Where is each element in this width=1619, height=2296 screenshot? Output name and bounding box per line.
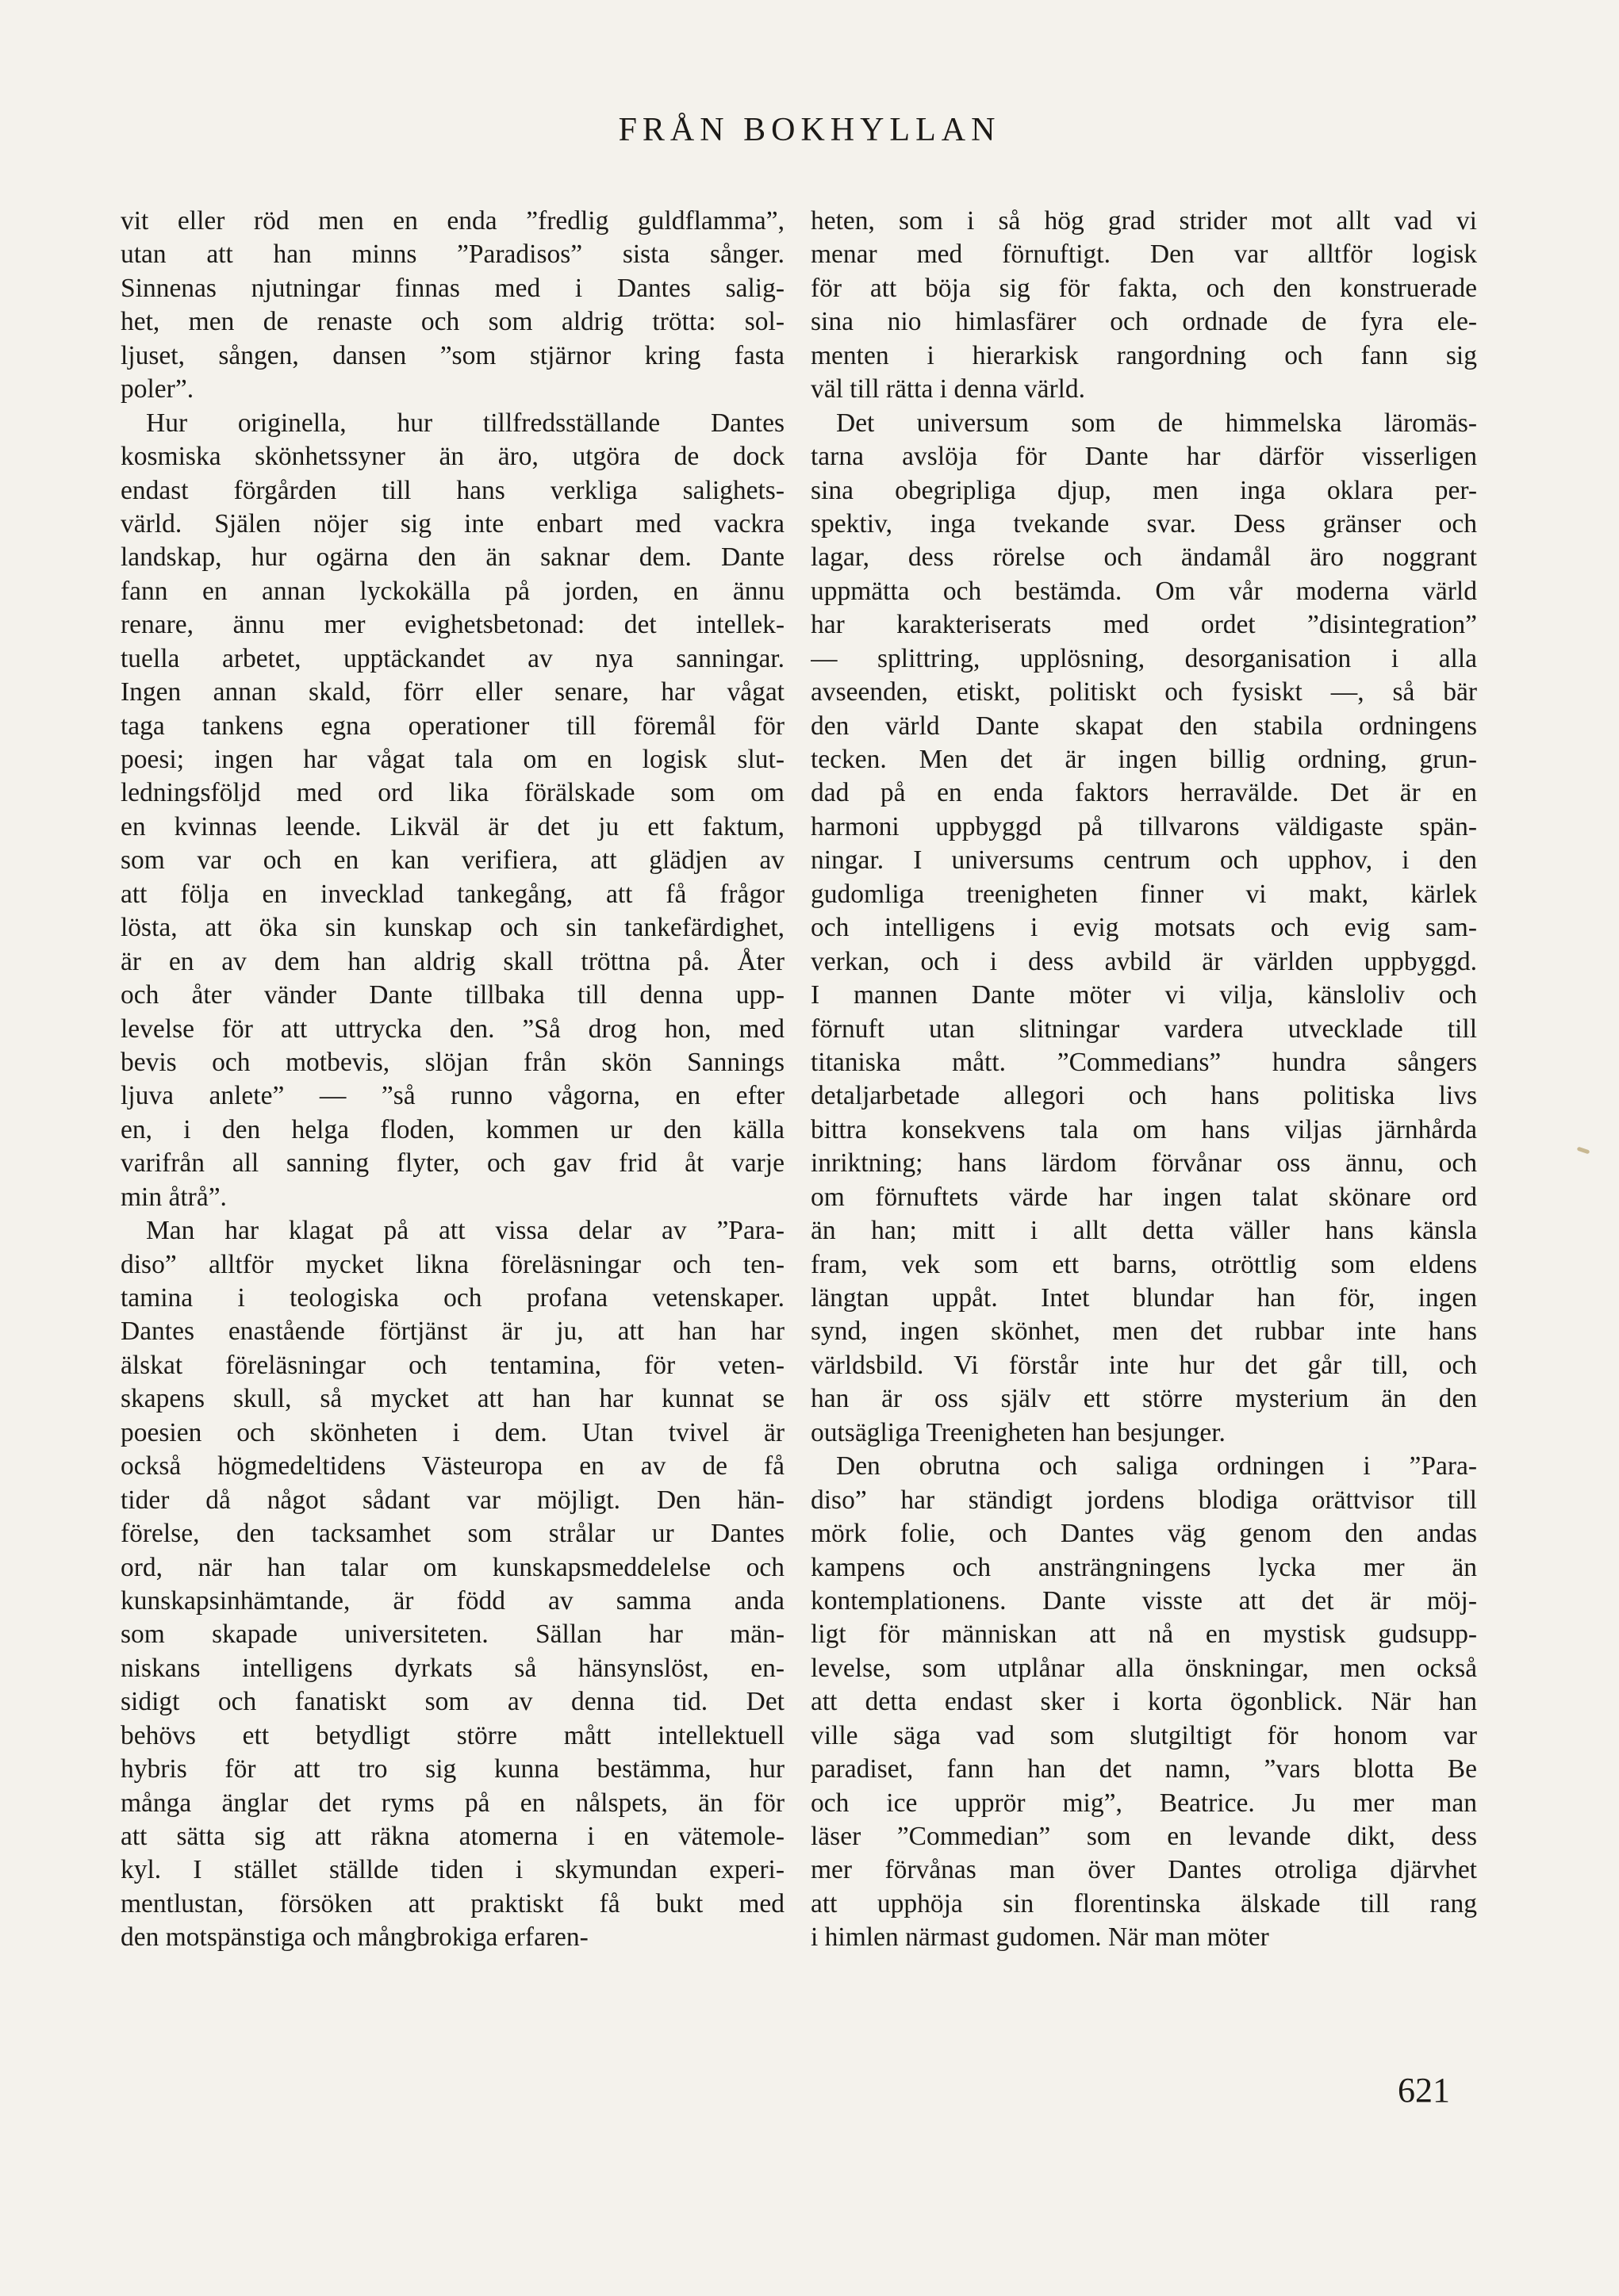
text-line: taga tankens egna operationer till föremål för [121, 711, 785, 741]
text-line: ord, när han talar om kunskapsmeddelelse och [121, 1552, 785, 1582]
text-line: dad på en enda faktors herravälde. Det är en [811, 778, 1477, 808]
text-line: levelse för att uttrycka den. ”Så drog hon, med [121, 1014, 785, 1044]
text-line: Den obrutna och saliga ordningen i ”Para- [836, 1451, 1477, 1481]
text-line: tarna avslöja för Dante har därför visserligen [811, 442, 1477, 472]
text-line: tider då något sådant var möjligt. Den hän- [121, 1485, 785, 1515]
text-line: fann en annan lyckokälla på jorden, en ännu [121, 576, 785, 606]
text-line: den värld Dante skapat den stabila ordningens [811, 711, 1477, 741]
text-line: att följa en invecklad tankegång, att få frågor [121, 879, 785, 909]
text-line: ledningsföljd med ord lika förälskade som om [121, 778, 785, 808]
text-line: är en av dem han aldrig skall tröttna på. Åter [121, 946, 785, 976]
text-line: titaniska mått. ”Commedians” hundra sångers [811, 1047, 1477, 1077]
text-line: — splittring, upplösning, desorganisation i alla [811, 643, 1477, 673]
text-line: vit eller röd men en enda ”fredlig guldflamma”, [121, 206, 785, 236]
text-line: Sinnenas njutningar finnas med i Dantes salig- [121, 273, 785, 303]
text-line: hybris för att tro sig kunna bestämma, hur [121, 1754, 785, 1784]
text-line: niskans intelligens dyrkats så hänsynslöst, en- [121, 1653, 785, 1683]
text-line: ville säga vad som slutgiltigt för honom var [811, 1720, 1477, 1750]
text-line: kunskapsinhämtande, är född av samma anda [121, 1585, 785, 1616]
text-line: mörk folie, och Dantes väg genom den andas [811, 1519, 1477, 1549]
text-line: kyl. I stället ställde tiden i skymundan experi- [121, 1855, 785, 1885]
text-line: poler”. [121, 374, 194, 404]
text-line: paradiset, fann han det namn, ”vars blotta Be [811, 1754, 1477, 1784]
text-line: Det universum som de himmelska läromäs- [836, 408, 1477, 438]
text-line: inriktning; hans lärdom förvånar oss ännu, och [811, 1148, 1477, 1179]
text-line: att sätta sig att räkna atomerna i en vätemole- [121, 1822, 785, 1851]
text-line: het, men de renaste och som aldrig trötta: sol- [121, 307, 785, 337]
text-line: varifrån all sanning flyter, och gav frid åt varje [121, 1148, 785, 1179]
text-line: än han; mitt i allt detta väller hans känsla [811, 1216, 1477, 1246]
text-line: menar med förnuftigt. Den var alltför logisk [811, 240, 1477, 270]
text-line: I mannen Dante möter vi vilja, känsloliv och [811, 980, 1477, 1010]
text-line: han är oss själv ett större mysterium än den [811, 1384, 1477, 1414]
text-line: förelse, den tacksamhet som strålar ur Dantes [121, 1519, 785, 1549]
text-line: sidigt och fanatiskt som av denna tid. Det [121, 1687, 785, 1717]
text-line: bevis och motbevis, slöjan från skön Sannings [121, 1047, 785, 1077]
text-line: lösta, att öka sin kunskap och sin tankefärdighet, [121, 913, 785, 943]
text-line: min åtrå”. [121, 1182, 227, 1212]
text-line: Hur originella, hur tillfredsställande Dantes [146, 408, 785, 438]
text-line: om förnuftets värde har ingen talat skönare ord [811, 1182, 1477, 1212]
text-line: landskap, hur ogärna den än saknar dem. Dante [121, 542, 785, 573]
text-line: harmoni uppbyggd på tillvarons väldigaste spän- [811, 811, 1477, 841]
text-line: och ice upprör mig”, Beatrice. Ju mer man [811, 1788, 1477, 1818]
text-line: och intelligens i evig motsats och evig sam- [811, 913, 1477, 943]
text-line: Ingen annan skald, förr eller senare, har vågat [121, 677, 785, 707]
text-line: behövs ett betydligt större mått intellektuell [121, 1720, 785, 1750]
text-line: outsägliga Treenigheten han besjunger. [811, 1417, 1226, 1447]
text-line: sina nio himlasfärer och ordnade de fyra ele- [811, 307, 1477, 337]
text-line: längtan uppåt. Intet blundar han för, ingen [811, 1283, 1477, 1313]
text-line: för att böja sig för fakta, och den konstruerade [811, 273, 1477, 303]
text-line: avseenden, etiskt, politiskt och fysiskt —, så bär [811, 677, 1477, 707]
text-line: en, i den helga floden, kommen ur den källa [121, 1114, 785, 1144]
text-line: Dantes enastående förtjänst är ju, att han har [121, 1317, 785, 1347]
text-line: den motspänstiga och mångbrokiga erfaren- [121, 1922, 589, 1953]
text-line: diso” alltför mycket likna föreläsningar och ten- [121, 1249, 785, 1279]
text-column-right [811, 205, 1477, 1955]
text-line: fram, vek som ett barns, otröttlig som eldens [811, 1249, 1477, 1279]
text-line: verkan, och i dess avbild är världen uppbyggd. [811, 946, 1477, 976]
text-line: sina obegripliga djup, men inga oklara per- [811, 475, 1477, 505]
text-line: också högmedeltidens Västeuropa en av de få [121, 1451, 785, 1481]
text-line: kampens och ansträngningens lycka mer än [811, 1552, 1477, 1582]
running-head: FRÅN BOKHYLLAN [618, 112, 1001, 148]
text-line: diso” har ständigt jordens blodiga orättvisor till [811, 1485, 1477, 1515]
text-line: mentlustan, försöken att praktiskt få bukt med [121, 1888, 785, 1918]
text-line: älskat föreläsningar och tentamina, för veten- [121, 1350, 785, 1380]
text-line: bittra konsekvens tala om hans viljas järnhårda [811, 1114, 1477, 1144]
text-line: värld. Själen nöjer sig inte enbart med vackra [121, 508, 785, 539]
text-column-left [121, 205, 785, 1955]
text-line: i himlen närmast gudomen. När man möter [811, 1922, 1269, 1953]
text-line: och åter vänder Dante tillbaka till denna upp- [121, 980, 785, 1010]
text-line: gudomliga treenigheten finner vi makt, kärlek [811, 879, 1477, 909]
text-line: levelse, som utplånar alla önskningar, men också [811, 1653, 1477, 1683]
text-line: tecken. Men det är ingen billig ordning, grun- [811, 745, 1477, 774]
text-line: poesi; ingen har vågat tala om en logisk slut- [121, 745, 785, 774]
text-line: endast förgården till hans verkliga salighets- [121, 475, 785, 505]
text-line: renare, ännu mer evighetsbetonad: det intellek- [121, 610, 785, 640]
text-line: har karakteriserats med ordet ”disintegration” [811, 610, 1477, 640]
text-line: synd, ingen skönhet, men det rubbar inte hans [811, 1317, 1477, 1347]
text-line: skapens skull, så mycket att han har kunnat se [121, 1384, 785, 1414]
text-line: att detta endast sker i korta ögonblick. När han [811, 1687, 1477, 1717]
text-line: läser ”Commedian” som en levande dikt, dess [811, 1822, 1477, 1851]
text-line: spektiv, inga tvekande svar. Dess gränser och [811, 508, 1477, 539]
text-line: tamina i teologiska och profana vetenskaper. [121, 1283, 785, 1313]
text-line: Man har klagat på att vissa delar av ”Para- [146, 1216, 785, 1246]
text-line: mer förvånas man över Dantes otroliga djärvhet [811, 1855, 1477, 1885]
text-line: som var och en kan verifiera, att glädjen av [121, 845, 785, 876]
text-line: menten i hierarkisk rangordning och fann sig [811, 340, 1477, 370]
text-line: ningar. I universums centrum och upphov, i den [811, 845, 1477, 876]
text-line: tuella arbetet, upptäckandet av nya sanningar. [121, 643, 785, 673]
paper-speck [1577, 1147, 1590, 1155]
text-line: att upphöja sin florentinska älskade till rang [811, 1888, 1477, 1918]
text-line: förnuft utan slitningar vardera utvecklade till [811, 1014, 1477, 1044]
text-line: ljuset, sången, dansen ”som stjärnor kring fasta [121, 340, 785, 370]
text-line: utan att han minns ”Paradisos” sista sånger. [121, 240, 785, 270]
text-line: en kvinnas leende. Likväl är det ju ett faktum, [121, 811, 785, 841]
text-line: världsbild. Vi förstår inte hur det går till, och [811, 1350, 1477, 1380]
text-line: kosmiska skönhetssyner än äro, utgöra de dock [121, 442, 785, 472]
page-number: 621 [1398, 2071, 1450, 2110]
text-line: poesien och skönheten i dem. Utan tvivel är [121, 1417, 785, 1447]
text-line: ljuva anlete” — ”så runno vågorna, en efter [121, 1081, 785, 1111]
text-line: många änglar det ryms på en nålspets, än för [121, 1788, 785, 1818]
text-line: lagar, dess rörelse och ändamål äro noggrant [811, 542, 1477, 573]
text-line: heten, som i så hög grad strider mot allt vad vi [811, 206, 1477, 236]
text-line: väl till rätta i denna värld. [811, 374, 1086, 404]
text-line: detaljarbetade allegori och hans politiska livs [811, 1081, 1477, 1111]
text-line: som skapade universiteten. Sällan har män- [121, 1619, 785, 1650]
text-line: ligt för människan att nå en mystisk gudsupp- [811, 1619, 1477, 1650]
text-line: uppmätta och bestämda. Om vår moderna värld [811, 576, 1477, 606]
text-line: kontemplationens. Dante visste att det är möj- [811, 1585, 1477, 1616]
